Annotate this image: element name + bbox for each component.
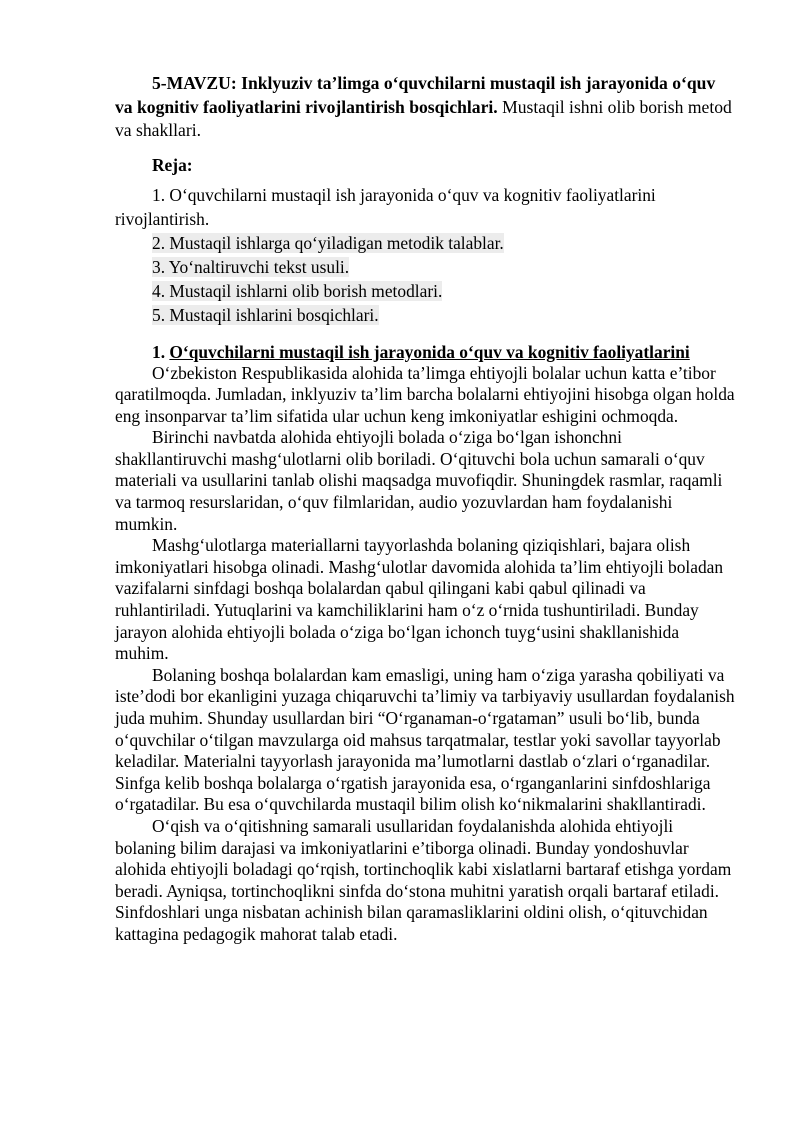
plan-item-text: 3. Yo‘naltiruvchi tekst usuli. — [152, 256, 350, 277]
section-heading-text: O‘quvchilarni mustaqil ish jarayonida o‘quv va kognitiv faoliyatlarini — [169, 341, 690, 362]
plan-item-text: 1. O‘quvchilarni mustaqil ish jarayonida o‘quv va kognitiv faoliyatlarini rivojlantirish. — [115, 184, 656, 229]
body-paragraph: O‘qish va o‘qitishning samarali usullaridan foydalanishda alohida ehtiyojli bolaning bilim darajasi va imkoniyatlarini e’tiborga olinadi. Bunday yondoshuvlar alohida ehtiyojli boladagi qo‘rqish, tortinchoqlik kabi xislatlarni bartaraf etishga yordam beradi. Ayniqsa, tortinchoqlikni sinfda do‘stona muhitni yaratish orqali bartaraf etiladi. Sinfdoshlari unga nisbatan achinish bilan qaramasliklarini oldini olish, o‘qituvchidan kattagina pedagogik mahorat talab etadi. — [115, 815, 732, 944]
section-number: 1. — [152, 341, 170, 362]
plan-item-text: 2. Mustaqil ishlarga qo‘yiladigan metodik talablar. — [152, 232, 504, 253]
section-heading — [115, 341, 735, 363]
plan-label: Reja: — [152, 154, 193, 175]
plan-item-text: 5. Mustaqil ishlarini bosqichlari. — [152, 304, 379, 325]
body-paragraph: Birinchi navbatda alohida ehtiyojli bolada o‘ziga bo‘lgan ishonchni shakllantiruvchi mashg‘ulotlarni olib boriladi. O‘qituvchi bola uchun samarali o‘quv materiali va usullarini tanlab olishi maqsadga muvofiqdir. Shuningdek rasmlar, raqamli va tarmoq resurslaridan, o‘quv filmlaridan, audio yozuvlardan ham foydalanishi mumkin. — [115, 427, 723, 534]
plan-item — [115, 255, 735, 279]
plan-item — [115, 279, 735, 303]
lesson-title-rest: Mustaqil ishni olib borish metod va shakllari. — [115, 96, 732, 140]
plan-list — [115, 183, 735, 327]
plan-item — [115, 183, 735, 231]
body-paragraph: Mashg‘ulotlarga materiallarni tayyorlashda bolaning qiziqishlari, bajara olish imkoniyatlari hisobga olinadi. Mashg‘ulotlar davomida alohida ta’lim ehtiyojli boladan vazifalarni sinfdagi boshqa bolalardan qabul qilingani kabi qabul qilinadi va ruhlantiriladi. Yutuqlarini va kamchiliklarini ham o‘z o‘rnida tushuntiriladi. Bunday jarayon alohida ehtiyojli bolada o‘ziga bo‘lgan ichonch tuyg‘usini shakllanishida muhim. — [115, 535, 724, 664]
body-paragraph: Bolaning boshqa bolalardan kam emasligi, uning ham o‘ziga yarasha qobiliyati va iste’dodi bor ekanligini yuzaga chiqaruvchi ta’limiy va tarbiyaviy usullardan foydalanish juda muhim. Shunday usullardan biri “O‘rganaman-o‘rgataman” usuli bo‘lib, bunda o‘quvchilar o‘tilgan mavzularga oid mahsus tarqatmalar, testlar yoki savollar tayyorlab keladilar. Materialni tayyorlash jarayonida ma’lumotlarni dastlab o‘zlari o‘rganadilar. Sinfga kelib boshqa bolalarga o‘rgatish jarayonida esa, o‘rganganlarini sinfdoshlariga o‘rgatadilar. Bu esa o‘quvchilarda mustaqil bilim olish ko‘nikmalarini shakllantiradi. — [115, 664, 735, 815]
plan-item-text: 4. Mustaqil ishlarni olib borish metodlari. — [152, 280, 443, 301]
document-page — [115, 72, 735, 946]
lesson-title — [115, 72, 735, 143]
lesson-title-bold: 5-MAVZU: Inklyuziv ta’limga o‘quvchilarni mustaqil ish jarayonida o‘quv va kognitiv faoliyatlarini rivojlantirish bosqichlari. — [115, 73, 716, 117]
body-paragraph: O‘zbekiston Respublikasida alohida ta’limga ehtiyojli bolalar uchun katta e’tibor qaratilmoqda. Jumladan, inklyuziv ta’lim barcha bolalarni ehtiyojini hisobga olgan holda eng insonparvar ta’lim sifatida ular uchun keng imkoniyatlar eshigini ochmoqda. — [115, 362, 735, 426]
plan-item — [115, 303, 735, 327]
plan-item — [115, 231, 735, 255]
